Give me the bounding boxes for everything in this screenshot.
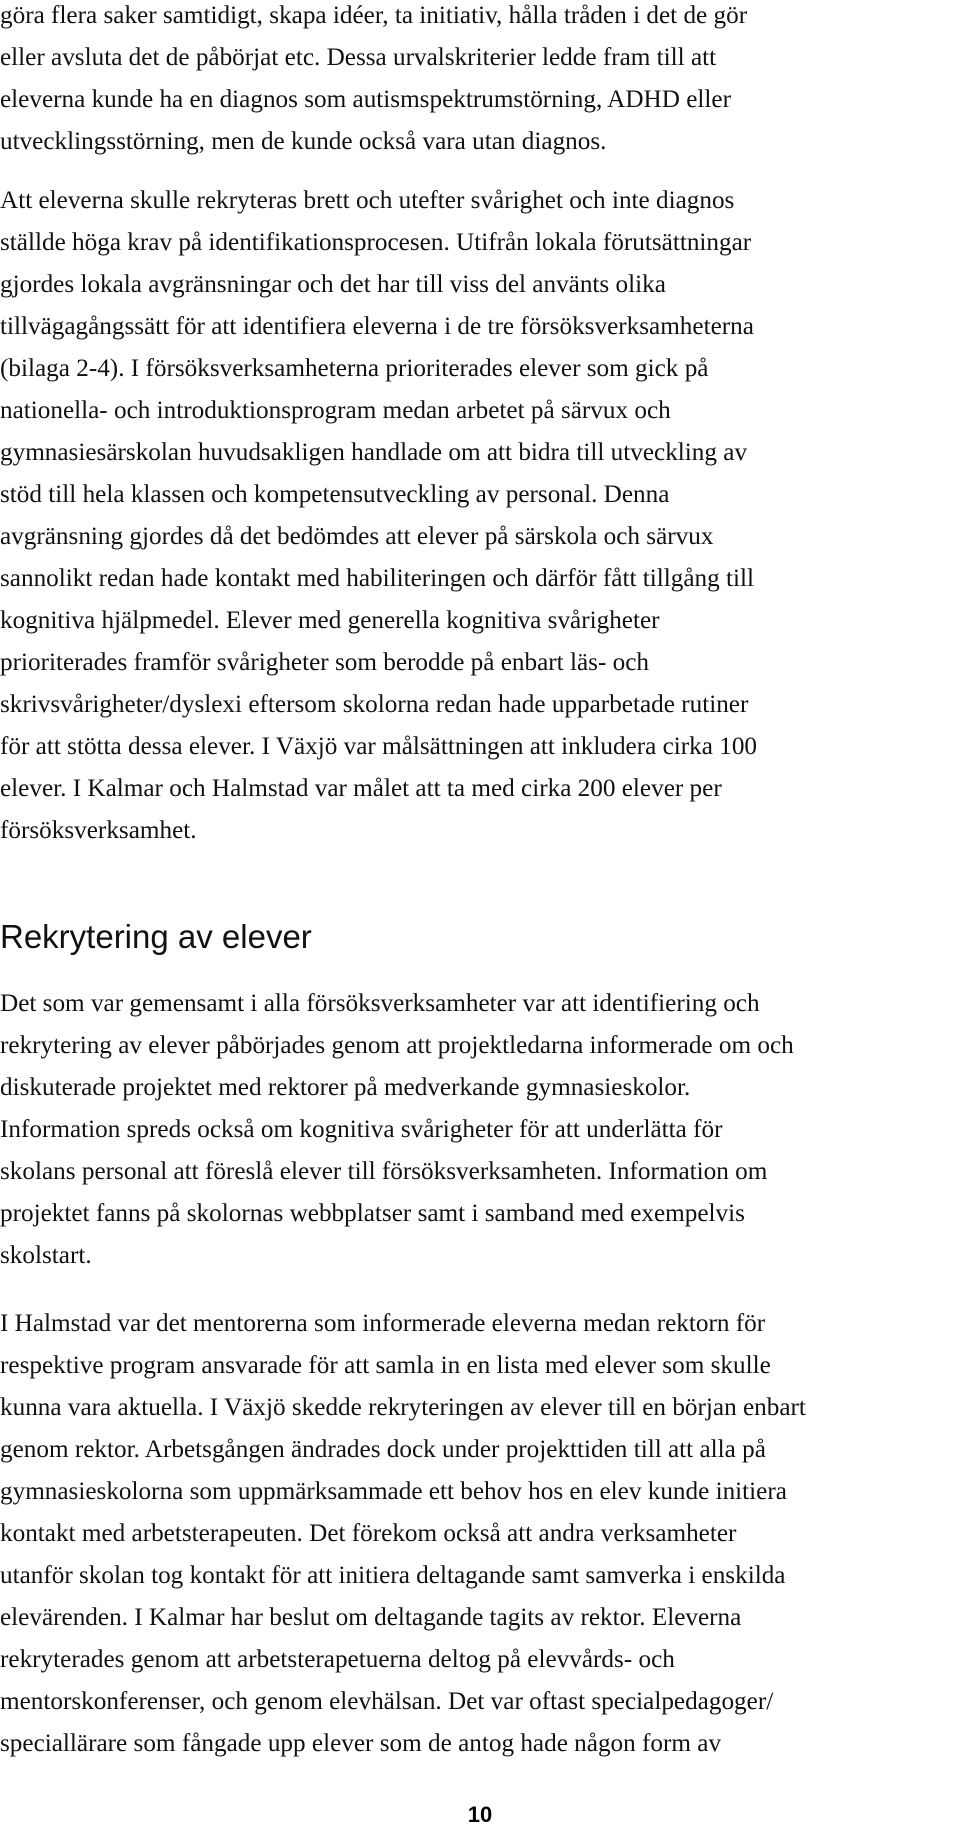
paragraph-line: gymnasiesärskolan huvudsakligen handlade om att bidra till utveckling av	[0, 439, 748, 466]
paragraph-line: Information spreds också om kognitiva svårigheter för att underlätta för	[0, 1116, 723, 1143]
paragraph-line: ställde höga krav på identifikationsprocesen. Utifrån lokala förutsättningar	[0, 229, 752, 256]
paragraph-line: för att stötta dessa elever. I Växjö var målsättningen att inkludera cirka 100	[0, 733, 758, 760]
paragraph-line: speciallärare som fångade upp elever som de antog hade någon form av	[0, 1730, 722, 1757]
paragraph-line: eleverna kunde ha en diagnos som autismspektrumstörning, ADHD eller	[0, 86, 731, 113]
paragraph-line: kognitiva hjälpmedel. Elever med generella kognitiva svårigheter	[0, 607, 660, 634]
paragraph-line: I Halmstad var det mentorerna som informerade eleverna medan rektorn för	[0, 1310, 766, 1337]
section-heading: Rekrytering av elever	[0, 918, 312, 955]
paragraph-line: eller avsluta det de påbörjat etc. Dessa urvalskriterier ledde fram till att	[0, 44, 717, 71]
paragraph-line: utanför skolan tog kontakt för att initiera deltagande samt samverka i enskilda	[0, 1562, 786, 1589]
paragraph-line: elever. I Kalmar och Halmstad var målet att ta med cirka 200 elever per	[0, 775, 722, 802]
paragraph-line: skolstart.	[0, 1242, 92, 1269]
paragraph-line: rekryterades genom att arbetsterapetuerna deltog på elevvårds- och	[0, 1646, 675, 1673]
paragraph-line: Att eleverna skulle rekryteras brett och utefter svårighet och inte diagnos	[0, 187, 735, 214]
page-number: 10	[467, 1802, 493, 1827]
paragraph-line: skrivsvårigheter/dyslexi eftersom skolorna redan hade upparbetade rutiner	[0, 691, 749, 718]
paragraph-line: stöd till hela klassen och kompetensutveckling av personal. Denna	[0, 481, 670, 508]
paragraph-identification	[0, 180, 960, 852]
paragraph-line: sannolikt redan hade kontakt med habiliteringen och därför fått tillgång till	[0, 565, 755, 592]
paragraph-line: Det som var gemensamt i alla försöksverksamheter var att identifiering och	[0, 990, 760, 1017]
paragraph-line: nationella- och introduktionsprogram medan arbetet på särvux och	[0, 397, 671, 424]
paragraph-recruitment-common	[0, 983, 960, 1277]
paragraph-line: diskuterade projektet med rektorer på medverkande gymnasieskolor.	[0, 1074, 691, 1101]
paragraph-line: försöksverksamhet.	[0, 817, 197, 844]
paragraph-line: kontakt med arbetsterapeuten. Det förekom också att andra verksamheter	[0, 1520, 737, 1547]
paragraph-line: avgränsning gjordes då det bedömdes att elever på särskola och särvux	[0, 523, 714, 550]
paragraph-line: rekrytering av elever påbörjades genom att projektledarna informerade om och	[0, 1032, 794, 1059]
paragraph-line: göra flera saker samtidigt, skapa idéer, ta initiativ, hålla tråden i det de gör	[0, 2, 748, 29]
paragraph-line: kunna vara aktuella. I Växjö skedde rekryteringen av elever till en början enbart	[0, 1394, 806, 1421]
paragraph-line: elevärenden. I Kalmar har beslut om deltagande tagits av rektor. Eleverna	[0, 1604, 742, 1631]
paragraph-line: skolans personal att föreslå elever till försöksverksamheten. Information om	[0, 1158, 768, 1185]
paragraph-line: gymnasieskolorna som uppmärksammade ett behov hos en elev kunde initiera	[0, 1478, 787, 1505]
paragraph-line: respektive program ansvarade för att samla in en lista med elever som skulle	[0, 1352, 771, 1379]
paragraph-selection-criteria	[0, 0, 960, 163]
paragraph-line: tillvägagångssätt för att identifiera eleverna i de tre försöksverksamheterna	[0, 313, 754, 340]
paragraph-line: gjordes lokala avgränsningar och det har till viss del använts olika	[0, 271, 666, 298]
paragraph-line: (bilaga 2-4). I försöksverksamheterna prioriterades elever som gick på	[0, 355, 709, 382]
paragraph-recruitment-sites	[0, 1303, 960, 1765]
paragraph-line: prioriterades framför svårigheter som berodde på enbart läs- och	[0, 649, 650, 676]
paragraph-line: projektet fanns på skolornas webbplatser samt i samband med exempelvis	[0, 1200, 745, 1227]
paragraph-line: mentorskonferenser, och genom elevhälsan. Det var oftast specialpedagoger/	[0, 1688, 774, 1715]
paragraph-line: genom rektor. Arbetsgången ändrades dock under projekttiden till att alla på	[0, 1436, 766, 1463]
paragraph-line: utvecklingsstörning, men de kunde också vara utan diagnos.	[0, 128, 607, 155]
